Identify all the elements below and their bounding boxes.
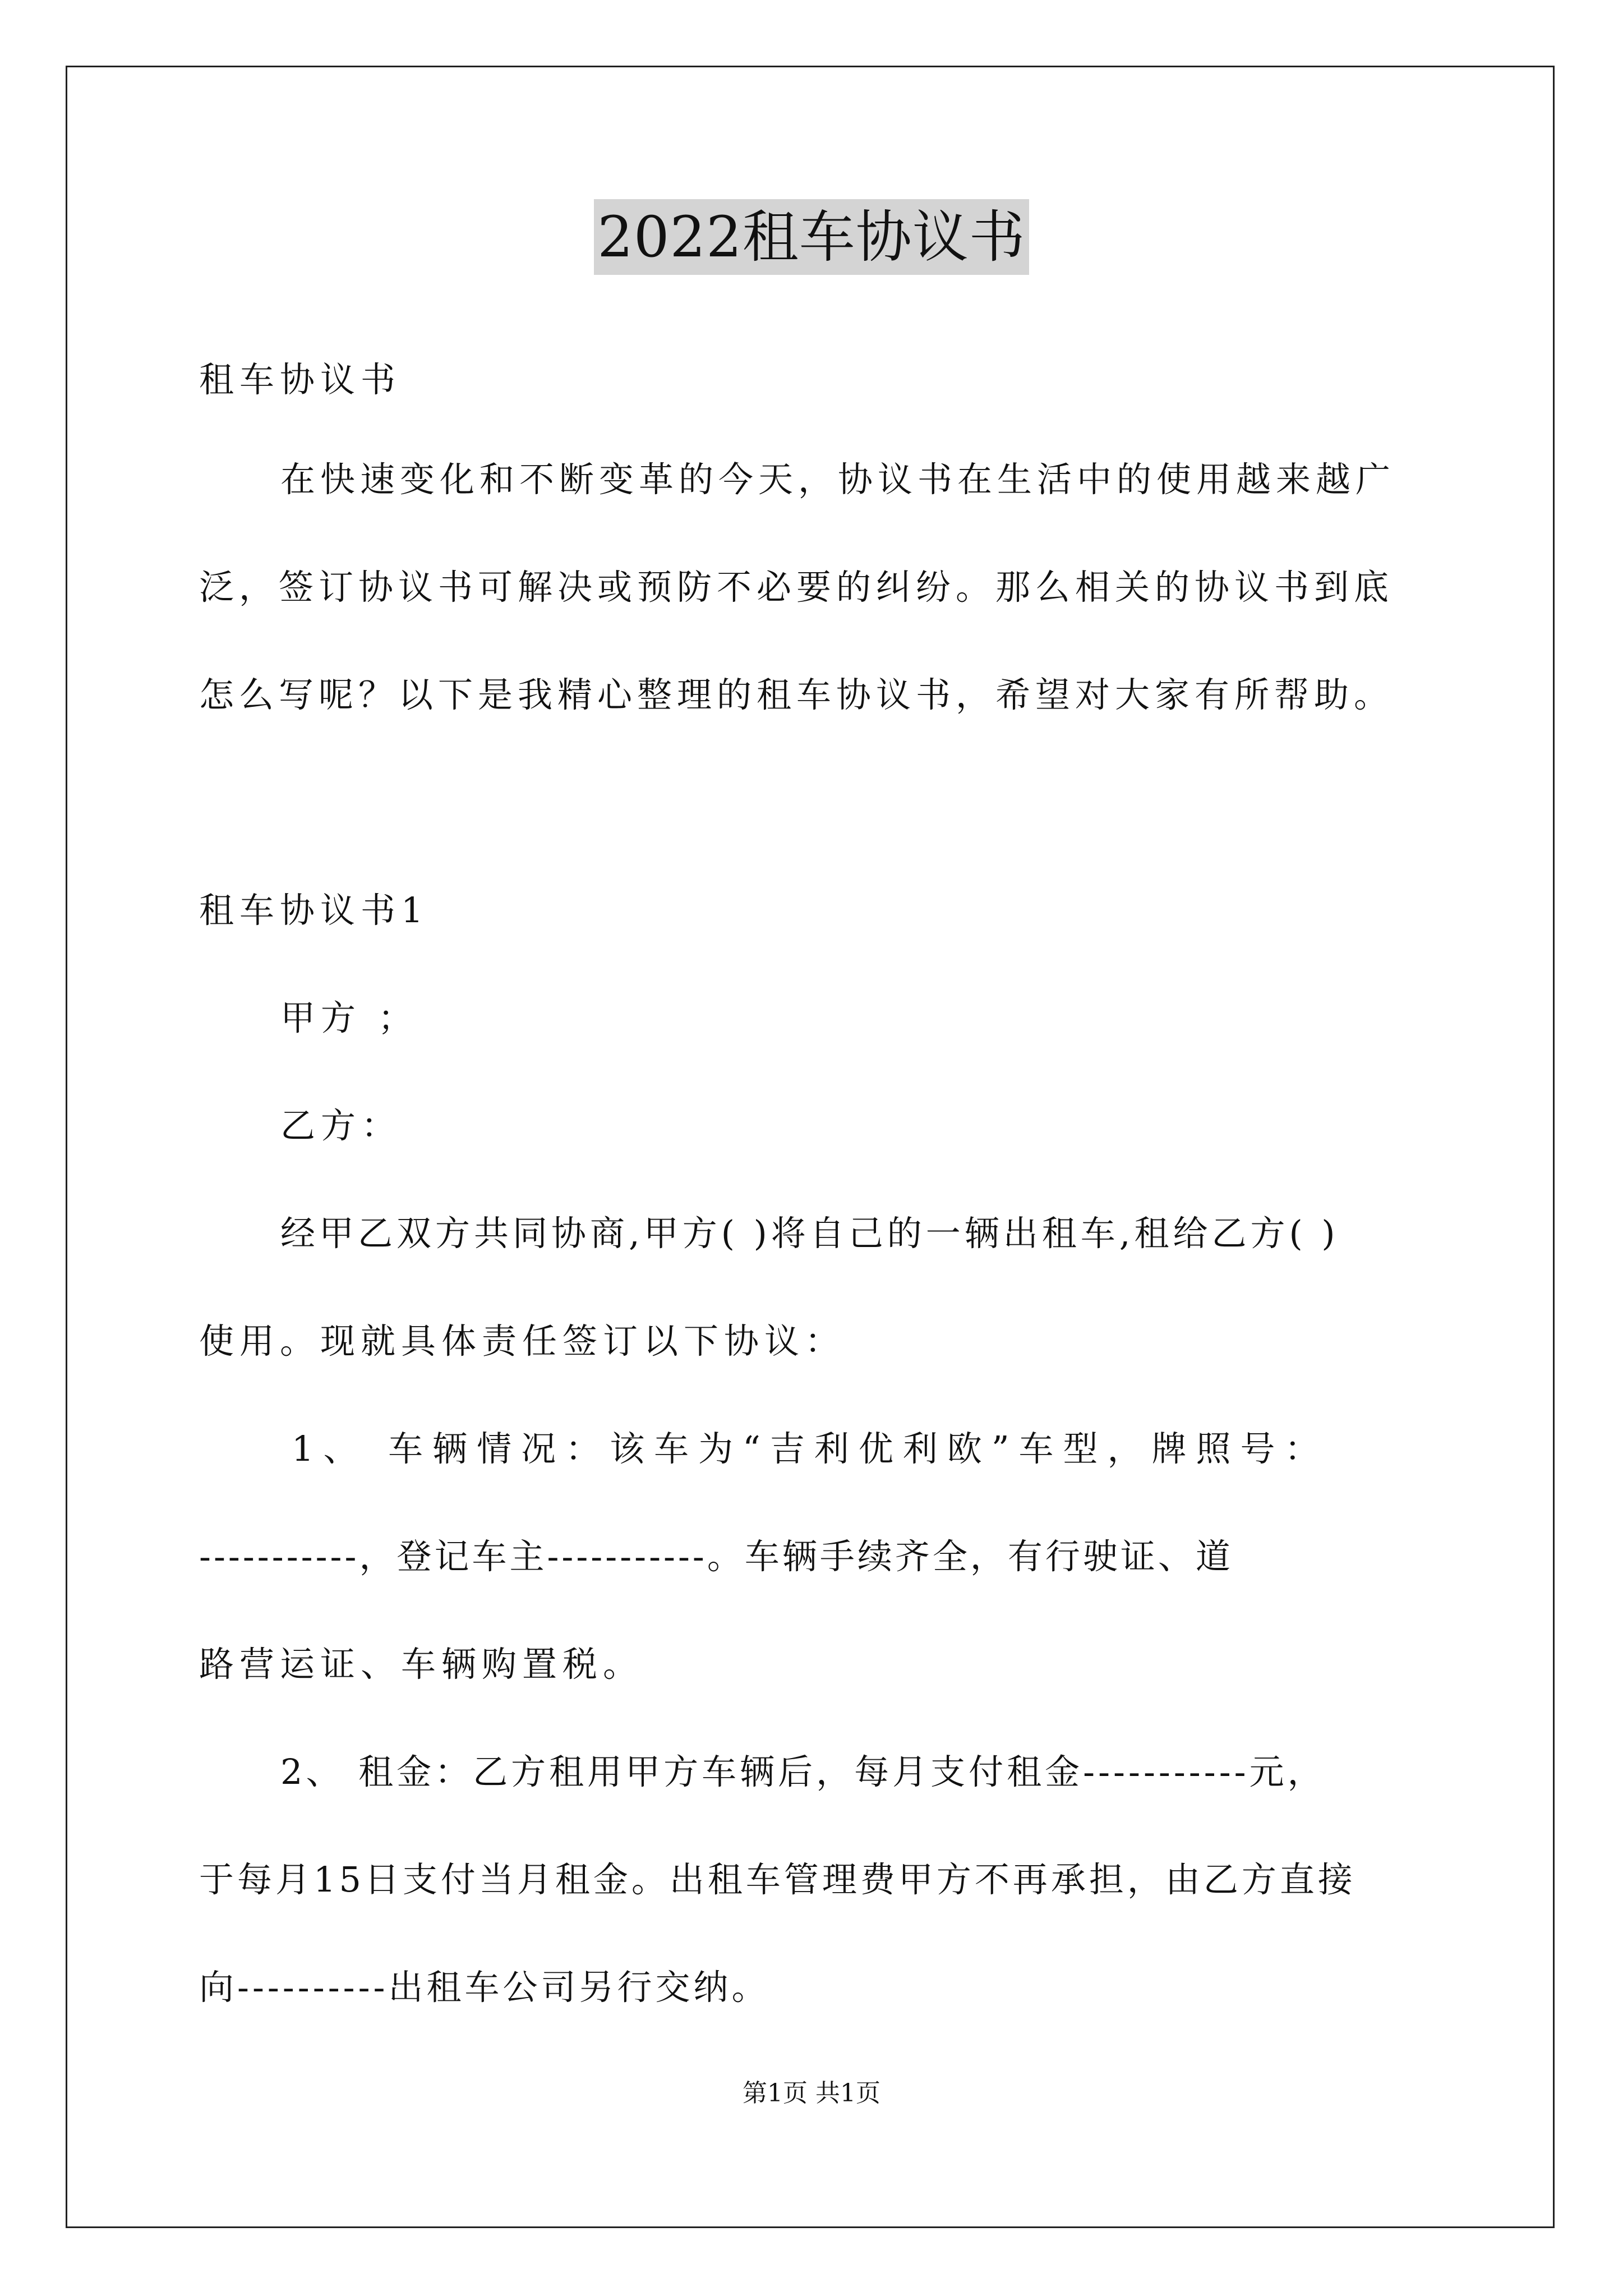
party-b-line: 乙方： bbox=[280, 1105, 402, 1146]
intro-paragraph-line-3: 怎么写呢？以下是我精心整理的租车协议书，希望对大家有所帮助。 bbox=[199, 674, 1394, 715]
section-heading: 租车协议书 bbox=[199, 359, 402, 400]
agreement-intro-line-2: 使用。现就具体责任签订以下协议： bbox=[199, 1320, 846, 1361]
clause-2-line-2: 于每月15日支付当月租金。出租车管理费甲方不再承担，由乙方直接 bbox=[199, 1859, 1356, 1900]
clause-2-line-1: 2、 租金：乙方租用甲方车辆后，每月支付租金-----------元， bbox=[280, 1751, 1326, 1792]
clause-2-line-3: 向----------出租车公司另行交纳。 bbox=[199, 1967, 770, 2008]
agreement-heading: 租车协议书1 bbox=[199, 890, 429, 931]
agreement-intro-line-1: 经甲乙双方共同协商,甲方( )将自己的一辆出租车,租给乙方( ) bbox=[280, 1213, 1339, 1254]
page-footer: 第1页 共1页 bbox=[743, 2079, 880, 2108]
clause-1-line-3: 路营运证、车辆购置税。 bbox=[199, 1644, 644, 1685]
clause-1-line-1: 1、 车辆情况：该车为“吉利优利欧”车型，牌照号： bbox=[292, 1428, 1329, 1469]
intro-paragraph-line-1: 在快速变化和不断变革的今天，协议书在生活中的使用越来越广 bbox=[280, 459, 1396, 500]
party-a-line: 甲方 ； bbox=[280, 997, 418, 1038]
title-container bbox=[0, 199, 1623, 275]
document-title: 2022租车协议书 bbox=[594, 199, 1029, 275]
intro-paragraph-line-2: 泛，签订协议书可解决或预防不必要的纠纷。那么相关的协议书到底 bbox=[199, 567, 1394, 608]
clause-1-line-2: -----------，登记车主-----------。车辆手续齐全，有行驶证、道 bbox=[199, 1536, 1233, 1577]
